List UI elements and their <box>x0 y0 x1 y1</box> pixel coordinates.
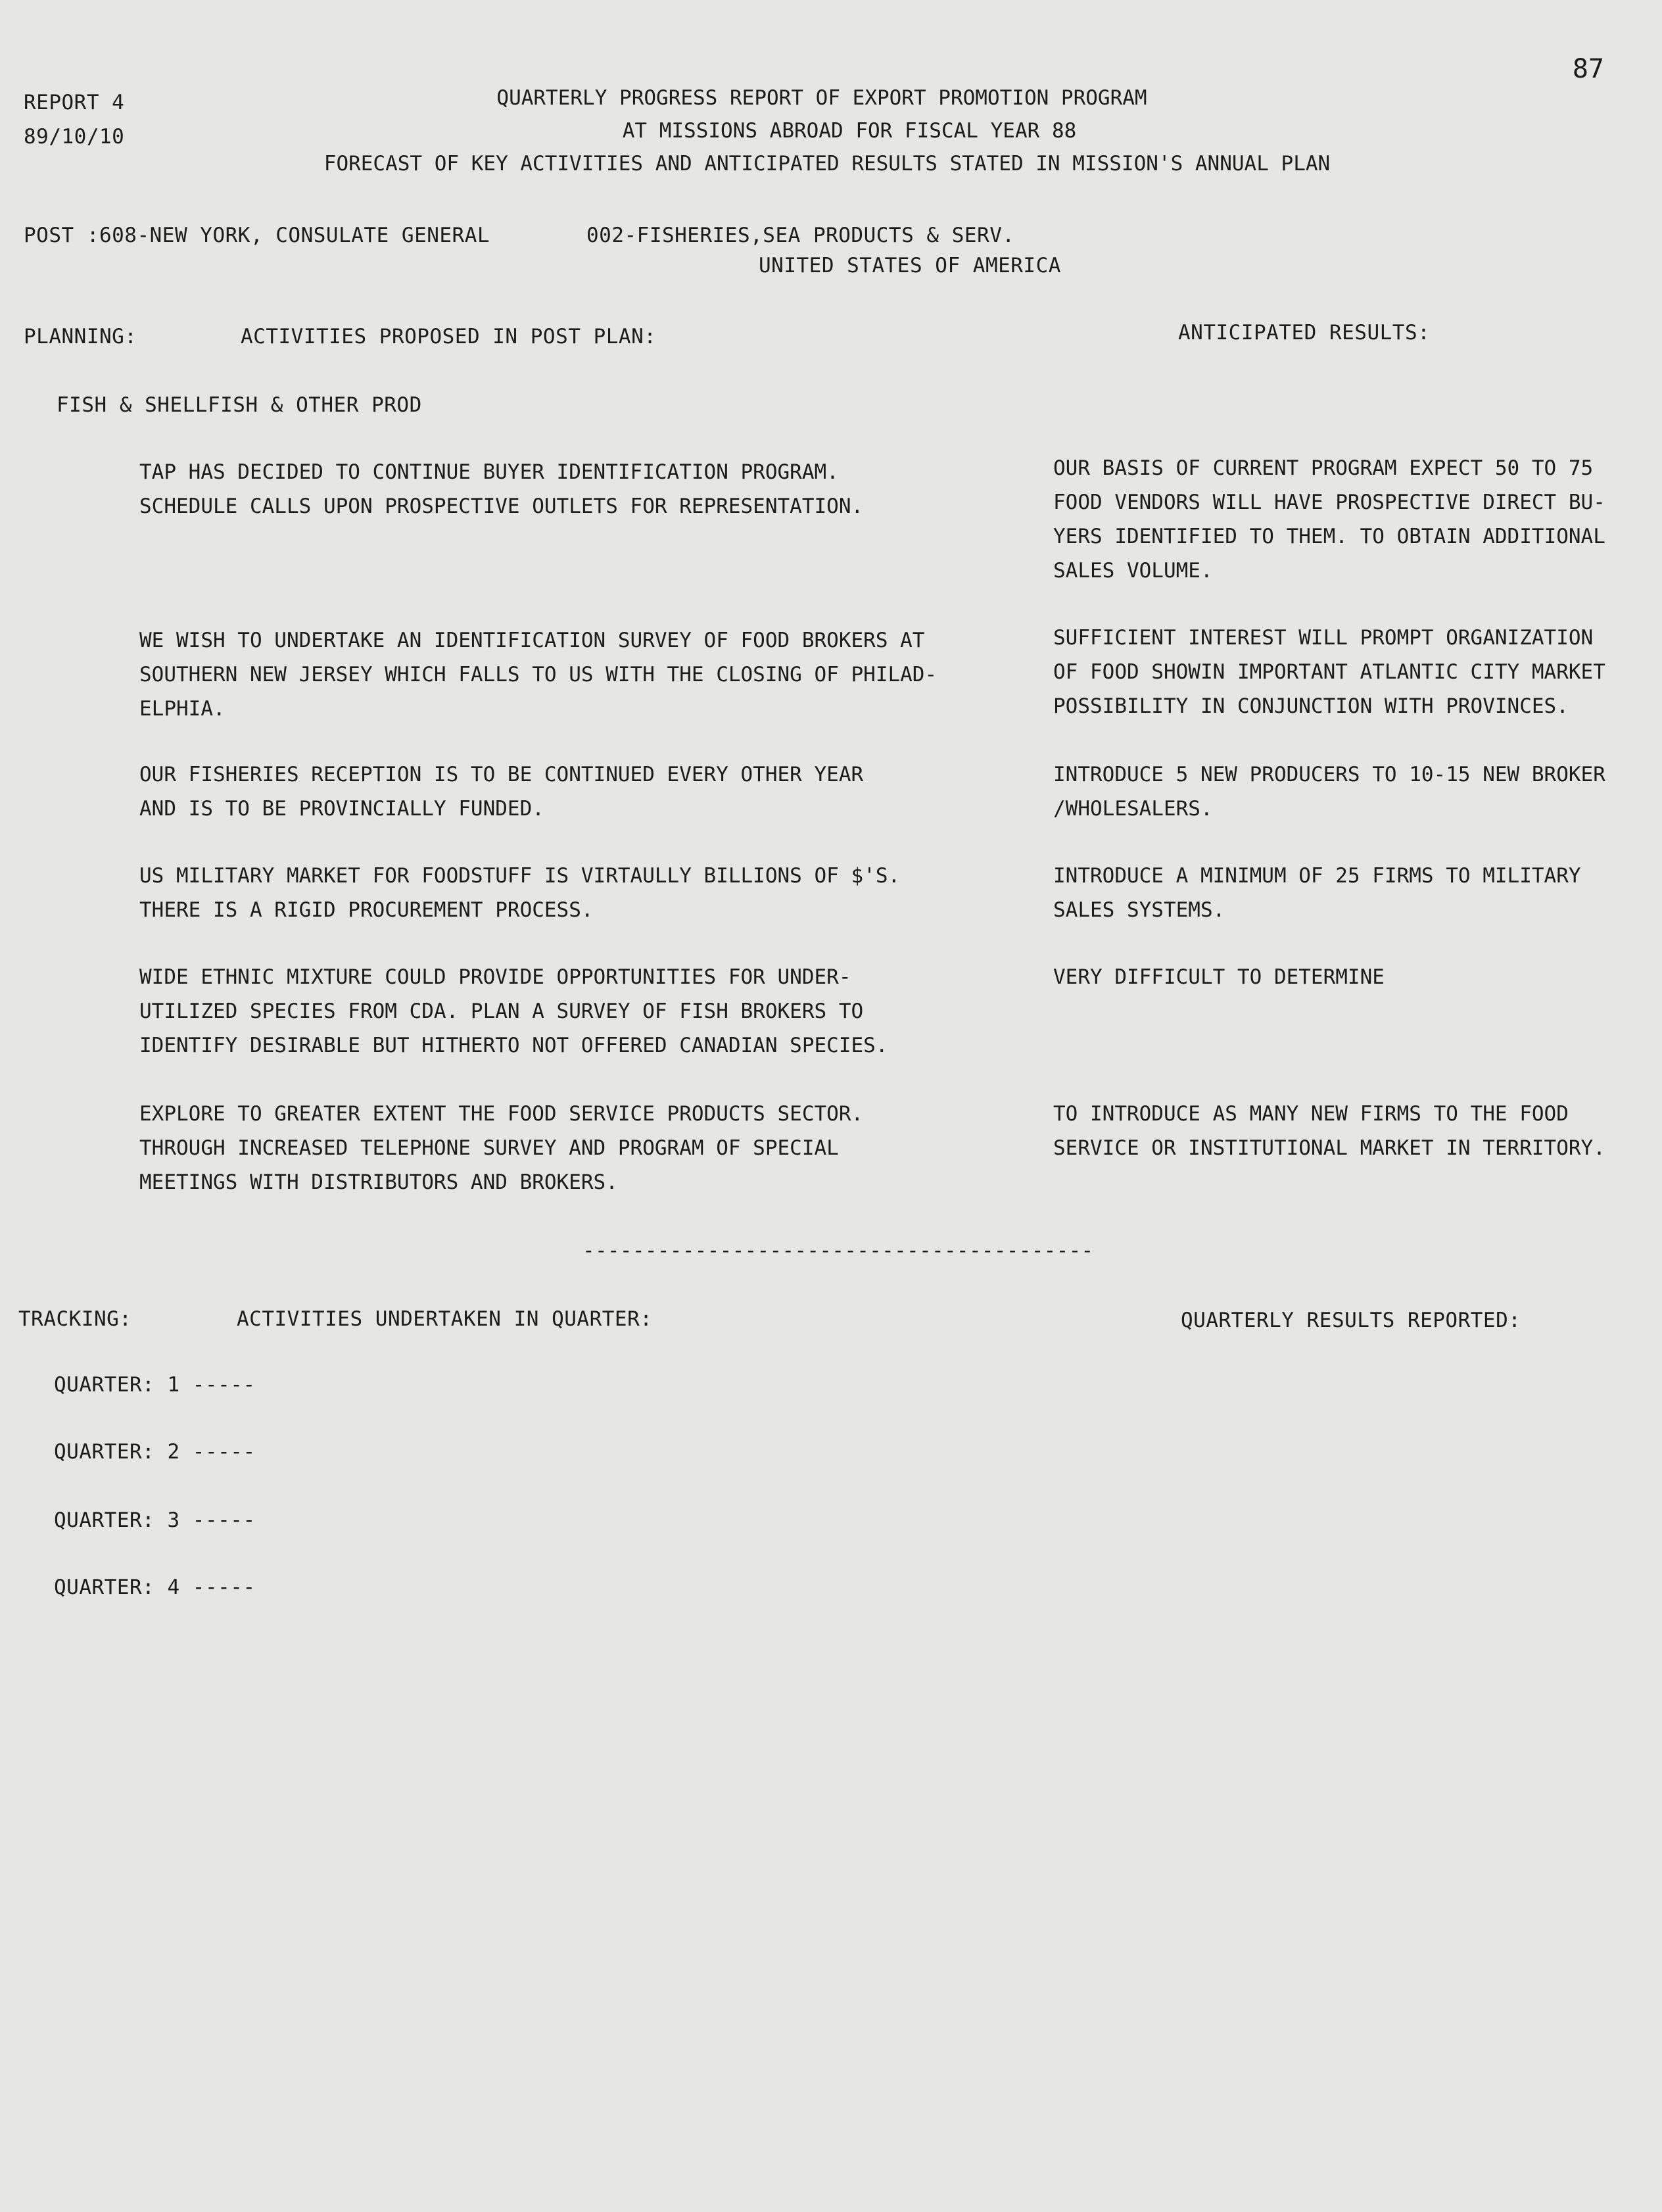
planning-activity-5 <box>139 960 888 1063</box>
activity-line: AND IS TO BE PROVINCIALLY FUNDED. <box>139 797 544 821</box>
planning-category: FISH & SHELLFISH & OTHER PROD <box>57 393 422 417</box>
page-number: 87 <box>1572 54 1604 84</box>
activity-line: UTILIZED SPECIES FROM CDA. PLAN A SURVEY OF FISH BROKERS TO <box>139 999 864 1023</box>
tracking-label: TRACKING: <box>18 1307 132 1331</box>
result-line: SUFFICIENT INTEREST WILL PROMPT ORGANIZATION <box>1053 626 1594 650</box>
result-line: SALES VOLUME. <box>1053 559 1213 583</box>
activity-line: WE WISH TO UNDERTAKE AN IDENTIFICATION SURVEY OF FOOD BROKERS AT <box>139 629 925 652</box>
activity-line: MEETINGS WITH DISTRIBUTORS AND BROKERS. <box>139 1170 618 1194</box>
activity-line: OUR FISHERIES RECEPTION IS TO BE CONTINUED EVERY OTHER YEAR <box>139 763 864 786</box>
activity-line: ELPHIA. <box>139 697 226 721</box>
planning-result-2 <box>1053 621 1605 723</box>
post-sector: 002-FISHERIES,SEA PRODUCTS & SERV. <box>586 224 1015 247</box>
result-line: POSSIBILITY IN CONJUNCTION WITH PROVINCES. <box>1053 694 1569 718</box>
report-title-line-2: AT MISSIONS ABROAD FOR FISCAL YEAR 88 <box>622 119 1077 143</box>
report-title-line-1: QUARTERLY PROGRESS REPORT OF EXPORT PROMOTION PROGRAM <box>496 86 1147 110</box>
post-label: POST :608-NEW YORK, CONSULATE GENERAL <box>24 224 490 247</box>
planning-result-4 <box>1053 859 1581 927</box>
planning-activity-1 <box>139 455 863 523</box>
result-line: TO INTRODUCE AS MANY NEW FIRMS TO THE FOOD <box>1053 1102 1569 1126</box>
planning-result-1 <box>1053 451 1605 588</box>
activity-line: US MILITARY MARKET FOR FOODSTUFF IS VIRTAULLY BILLIONS OF $'S. <box>139 864 901 888</box>
report-date: 89/10/10 <box>24 125 125 149</box>
activity-line: SOUTHERN NEW JERSEY WHICH FALLS TO US WITH THE CLOSING OF PHILAD- <box>139 663 938 686</box>
planning-activity-6 <box>139 1097 863 1199</box>
result-line: YERS IDENTIFIED TO THEM. TO OBTAIN ADDITIONAL <box>1053 525 1605 548</box>
result-line: SALES SYSTEMS. <box>1053 898 1225 922</box>
result-line: SERVICE OR INSTITUTIONAL MARKET IN TERRITORY. <box>1053 1136 1605 1160</box>
activity-line: IDENTIFY DESIRABLE BUT HITHERTO NOT OFFERED CANADIAN SPECIES. <box>139 1034 888 1057</box>
report-title-line-3: FORECAST OF KEY ACTIVITIES AND ANTICIPATED RESULTS STATED IN MISSION'S ANNUAL PLAN <box>323 152 1331 176</box>
result-line: /WHOLESALERS. <box>1053 797 1213 821</box>
activity-line: WIDE ETHNIC MIXTURE COULD PROVIDE OPPORTUNITIES FOR UNDER- <box>139 965 851 989</box>
planning-result-6 <box>1053 1097 1605 1165</box>
activity-line: EXPLORE TO GREATER EXTENT THE FOOD SERVICE PRODUCTS SECTOR. <box>139 1102 864 1126</box>
result-line: OUR BASIS OF CURRENT PROGRAM EXPECT 50 TO 75 <box>1053 456 1594 480</box>
quarter-4: QUARTER: 4 ----- <box>54 1575 256 1599</box>
planning-activity-2 <box>139 623 937 726</box>
quarter-1: QUARTER: 1 ----- <box>54 1373 256 1397</box>
planning-result-5 <box>1053 960 1385 994</box>
planning-activity-3 <box>139 757 863 826</box>
quarter-3: QUARTER: 3 ----- <box>54 1508 256 1532</box>
planning-result-3 <box>1053 757 1605 826</box>
activity-line: THERE IS A RIGID PROCUREMENT PROCESS. <box>139 898 594 922</box>
report-id: REPORT 4 <box>24 91 125 114</box>
activity-line: TAP HAS DECIDED TO CONTINUE BUYER IDENTIFICATION PROGRAM. <box>139 460 839 484</box>
result-line: VERY DIFFICULT TO DETERMINE <box>1053 965 1385 989</box>
result-line: INTRODUCE A MINIMUM OF 25 FIRMS TO MILITARY <box>1053 864 1581 888</box>
section-divider: ----------------------------------------- <box>582 1239 1094 1262</box>
post-country: UNITED STATES OF AMERICA <box>759 254 1061 277</box>
quarter-2: QUARTER: 2 ----- <box>54 1440 256 1464</box>
planning-activity-4 <box>139 859 900 927</box>
planning-results-header: ANTICIPATED RESULTS: <box>1178 321 1431 345</box>
tracking-activities-header: ACTIVITIES UNDERTAKEN IN QUARTER: <box>237 1307 653 1331</box>
planning-label: PLANNING: <box>24 325 137 349</box>
result-line: OF FOOD SHOWIN IMPORTANT ATLANTIC CITY MARKET <box>1053 660 1605 684</box>
planning-activities-header: ACTIVITIES PROPOSED IN POST PLAN: <box>241 325 657 349</box>
activity-line: THROUGH INCREASED TELEPHONE SURVEY AND PROGRAM OF SPECIAL <box>139 1136 839 1160</box>
result-line: FOOD VENDORS WILL HAVE PROSPECTIVE DIRECT BU- <box>1053 491 1605 514</box>
tracking-results-header: QUARTERLY RESULTS REPORTED: <box>1181 1309 1521 1332</box>
activity-line: SCHEDULE CALLS UPON PROSPECTIVE OUTLETS FOR REPRESENTATION. <box>139 494 864 518</box>
result-line: INTRODUCE 5 NEW PRODUCERS TO 10-15 NEW BROKER <box>1053 763 1605 786</box>
